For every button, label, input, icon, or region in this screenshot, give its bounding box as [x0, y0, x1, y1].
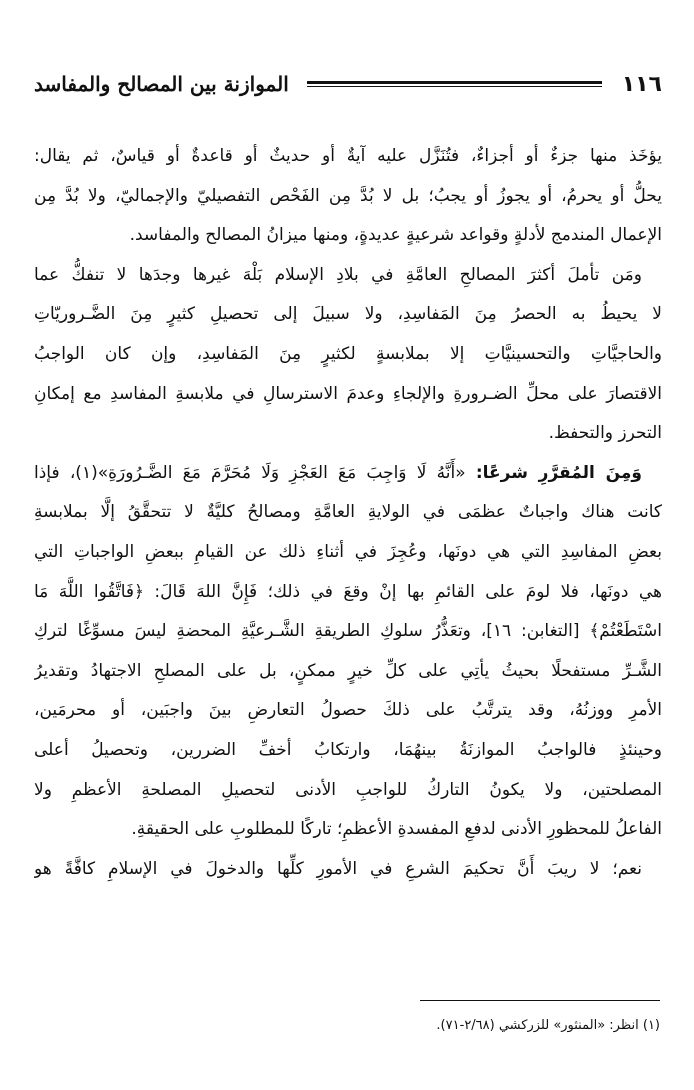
page-header	[34, 62, 662, 106]
body-text	[34, 137, 662, 889]
text-line: والحاجيَّاتِ والتحسينيَّاتِ إلا بملابسةٍ لكثيرٍ مِنَ المَفاسِدِ، وإن كان الواجبُ	[34, 343, 662, 364]
quoted-maxim: «أَنَّهُ لَا وَاجِبَ مَعَ العَجْزِ وَلَا مُحَرَّمَ مَعَ الضَّـرُورَةِ»(١)، فإذا	[34, 462, 466, 483]
footnote: (١) انظر: «المنثور» للزركشي (٢/٦٨-٧١).	[436, 1018, 660, 1033]
text-line: الإعمال المندمج لأدلةٍ وقواعد شرعيةٍ عديدةٍ، ومنها ميزانُ المصالح والمفاسد.	[129, 225, 662, 246]
text-line: ومَن تأملَ أكثرَ المصالحِ العامَّةِ في بلادِ الإسلام بَلْهَ غيرها وجدَها لا تنفكُّ عما	[34, 264, 642, 285]
text-line: هي دونَها، فلا لومَ على القائمِ بها إنْ وقعَ في ذلك؛ فَإِنَّ اللهَ قَالَ: ﴿فَاتَّقُوا اللَّهَ مَا	[34, 581, 662, 602]
header-rule	[307, 81, 602, 87]
text-line: نعم؛ لا ريبَ أَنَّ تحكيمَ الشرعِ في الأمورِ كلِّها والدخولَ في الإسلامِ كافَّةً هو	[34, 858, 642, 879]
text-line: الأمرِ ووزنُهُ، وقد يترتَّبُ على ذلكَ حصولُ التعارضِ بينَ واجبَين، أو محرمَين،	[34, 700, 662, 721]
page-number: ١١٦	[621, 71, 662, 97]
paragraph-lead: وَمِنَ المُقرَّرِ شرعًا:	[475, 462, 642, 483]
footnote-separator	[420, 1000, 660, 1001]
text-line: اسْتَطَعْتُمْ﴾ [التغابن: ١٦]، وتعَذُّرُ سلوكِ الطريقةِ الشَّـرعيَّةِ المحضةِ ليسَ مسوِّغًا لتركِ	[34, 621, 662, 642]
text-line: يحلُّ أو يحرمُ، أو يجوزُ أو يجبُ؛ بل لا بُدَّ مِن الفَحْص التفصيليّ والإجماليّ، ولا بُدَّ مِن	[34, 185, 662, 206]
text-line: التحرز والتحفظ.	[548, 423, 662, 444]
text-line: يؤخَذ منها جزءٌ أو أجزاءٌ، فتُنَزَّل عليه آيةٌ أو حديثٌ أو قاعدةٌ أو قياسٌ، ثم يقال:	[34, 146, 662, 166]
text-line: وحينئذٍ فالواجبُ الموازنَةُ بينهُمَا، وارتكابُ أخفِّ الضررين، وتحصيلُ أعلى	[34, 739, 662, 760]
text-line: الفاعلُ للمحظورِ الأدنى لدفعِ المفسدةِ الأعظمِ؛ تاركًا للمطلوبِ على الحقيقةِ.	[131, 819, 662, 840]
text-line: كانت هناك واجباتٌ عظمَى في الولايةِ العامَّةِ ومصالحُ كليَّةٌ لا تتحقَّقُ إلَّا بملابسةِ	[34, 502, 662, 523]
text-line: لا يحيطُ به الحصرُ مِنَ المَفاسِدِ، ولا سبيلَ إلى تحصيلِ كثيرٍ مِنَ الضَّـروريّاتِ	[34, 304, 662, 325]
running-title: الموازنة بين المصالح والمفاسد	[34, 72, 289, 96]
text-line: المصلحتين، ولا يكونُ التاركُ للواجبِ الأدنى لتحصيلِ المصلحةِ الأعظمِ ولا	[34, 779, 662, 800]
text-line: الشَّـرِّ مستفحلًا بحيثُ يأتِي على كلِّ خيرٍ ممكنٍ، بل على المصلحِ الاجتهادُ وتقديرُ	[34, 660, 662, 681]
text-line-with-lead	[34, 454, 662, 494]
text-line: الاقتصارَ على محلِّ الضـرورةِ والإلجاءِ وعدمَ الاسترسالِ في ملابسةِ المفاسدِ مع إمكانِ	[34, 383, 662, 404]
text-line: بعضِ المفاسِدِ التي هي دونَها، وعُجِزَ في أثناءِ ذلك عن القيامِ ببعضِ الواجباتِ التي	[34, 541, 662, 562]
